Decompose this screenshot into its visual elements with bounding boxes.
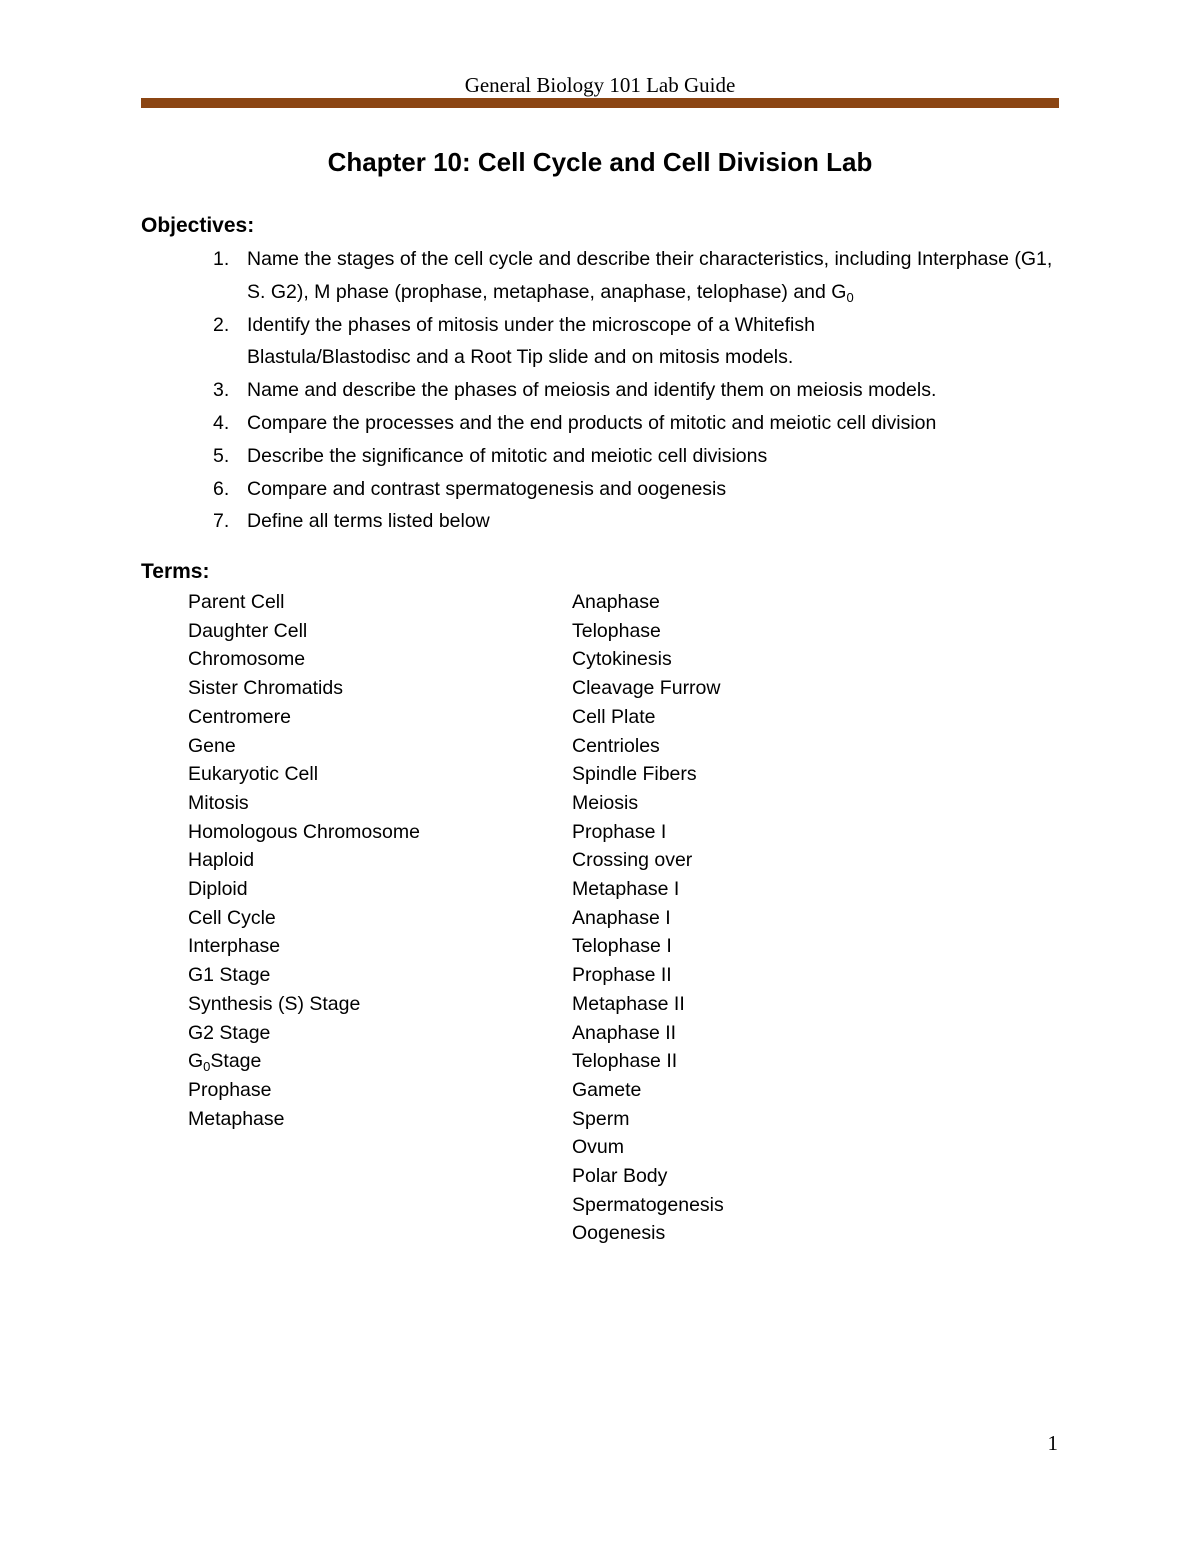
chapter-title: Chapter 10: Cell Cycle and Cell Division Lab — [327, 147, 873, 177]
g0-suffix: Stage — [210, 1050, 262, 1073]
objective-number: 3. — [213, 379, 230, 402]
term-item: Haploid — [188, 849, 255, 872]
objective-item — [141, 505, 1071, 538]
term-item: Spindle Fibers — [572, 763, 697, 786]
objective-text: Describe the significance of mitotic and meiotic cell divisions — [247, 444, 768, 467]
objective-number: 5. — [213, 444, 230, 467]
g0-letter: G — [188, 1050, 204, 1073]
term-item: Ovum — [572, 1136, 625, 1159]
term-item: Oogenesis — [572, 1222, 666, 1245]
term-item: Prophase — [188, 1078, 272, 1101]
term-item: Mitosis — [188, 791, 249, 814]
term-item: Diploid — [188, 878, 248, 901]
term-item: Homologous Chromosome — [188, 820, 420, 843]
term-item: Telophase — [572, 619, 661, 642]
term-item: Polar Body — [572, 1165, 668, 1188]
objective-text: Name and describe the phases of meiosis and identify them on meiosis models. — [247, 379, 937, 402]
term-item: Centromere — [188, 705, 291, 728]
objective-number: 1. — [213, 248, 230, 270]
term-item: Metaphase II — [572, 992, 685, 1015]
term-item: Eukaryotic Cell — [188, 763, 319, 786]
term-item: Daughter Cell — [188, 619, 308, 642]
objective-number: 6. — [213, 477, 230, 500]
objective-item — [141, 440, 1071, 473]
objective-number: 4. — [213, 411, 230, 434]
term-item: Metaphase I — [572, 878, 680, 901]
term-item: Anaphase II — [572, 1021, 677, 1044]
terms-left-column — [188, 588, 548, 1133]
objective-item — [141, 407, 1071, 440]
term-item: Cytokinesis — [572, 648, 672, 671]
term-item: Gamete — [572, 1078, 642, 1101]
objective-item — [141, 309, 1071, 375]
objective-item — [141, 473, 1071, 506]
term-item: Anaphase I — [572, 906, 671, 929]
term-item: Crossing over — [572, 849, 693, 872]
terms-heading: Terms: — [141, 560, 210, 583]
g0-subscript: 0 — [203, 1059, 211, 1075]
term-item: Cleavage Furrow — [572, 677, 721, 700]
terms-right-column — [572, 588, 932, 1248]
term-item: Centrioles — [572, 734, 660, 757]
term-item: Cell Plate — [572, 705, 656, 728]
term-item: Telophase I — [572, 935, 672, 958]
page-number: 1 — [1047, 1431, 1058, 1455]
objective-item — [141, 243, 1071, 309]
term-item: Spermatogenesis — [572, 1193, 724, 1216]
objective-text: Name the stages of the cell cycle and describe their characteristics, including Interphase (G1, S. G2), M phase (prophase, metaphase, anaphase, telophase) and G — [247, 248, 1053, 303]
running-header: General Biology 101 Lab Guide — [464, 73, 736, 97]
objective-text: Define all terms listed below — [247, 510, 490, 533]
objective-text: Compare the processes and the end products of mitotic and meiotic cell division — [247, 411, 937, 434]
term-item: Prophase I — [572, 820, 667, 843]
term-item: Parent Cell — [188, 591, 285, 613]
term-item: Chromosome — [188, 648, 306, 671]
term-item: G2 Stage — [188, 1021, 271, 1044]
term-item: Gene — [188, 734, 236, 757]
objective-item — [141, 374, 1071, 407]
term-item: Telophase II — [572, 1050, 678, 1073]
objective-number: 2. — [213, 313, 230, 336]
term-item: Meiosis — [572, 791, 639, 814]
objective-text: Identify the phases of mitosis under the microscope of a Whitefish Blastula/Blastodisc and a Root Tip slide and on mitosis models. — [247, 313, 815, 369]
term-item: G1 Stage — [188, 964, 271, 987]
header-rule — [141, 98, 1059, 108]
objective-number: 7. — [213, 510, 230, 533]
term-item: Sister Chromatids — [188, 677, 343, 700]
objectives-list — [141, 243, 1071, 538]
term-item: Sperm — [572, 1107, 630, 1130]
objectives-heading: Objectives: — [141, 214, 255, 237]
objective-text: Compare and contrast spermatogenesis and oogenesis — [247, 477, 727, 500]
term-item: Cell Cycle — [188, 906, 276, 929]
term-item: Synthesis (S) Stage — [188, 992, 361, 1015]
term-item-g0-stage — [188, 1047, 548, 1076]
term-item: Metaphase — [188, 1107, 285, 1130]
term-item: Prophase II — [572, 964, 672, 987]
objective-subscript: 0 — [846, 289, 854, 305]
term-item: Interphase — [188, 935, 281, 958]
term-item: Anaphase — [572, 591, 660, 613]
